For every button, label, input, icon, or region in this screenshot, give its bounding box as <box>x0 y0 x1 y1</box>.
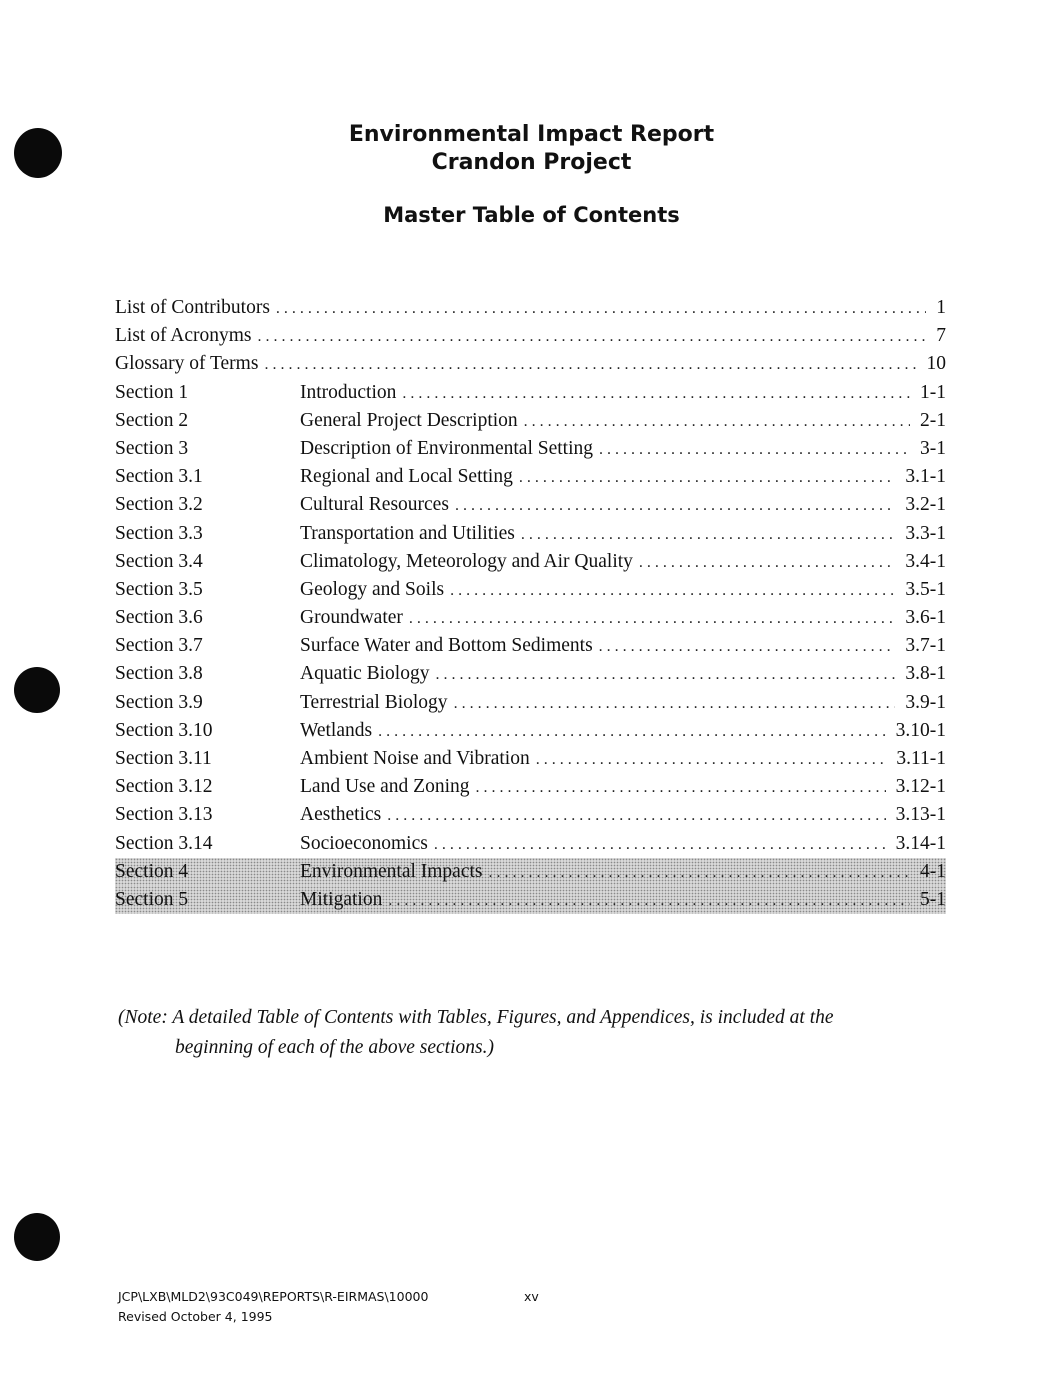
toc-entry-page: 3.6-1 <box>905 607 946 629</box>
toc-section-number: Section 3.2 <box>115 494 203 516</box>
toc-row-section[interactable] <box>115 548 946 576</box>
toc-entry <box>300 773 946 802</box>
toc-row-section[interactable] <box>115 632 946 660</box>
toc-section-number: Section 1 <box>115 381 189 403</box>
toc-entry-page: 1-1 <box>920 381 946 403</box>
toc-leader-dots <box>435 661 895 689</box>
toc-entry-title: Introduction <box>300 381 397 403</box>
page-number: xv <box>524 1289 539 1304</box>
toc-entry-title: Environmental Impacts <box>300 860 483 882</box>
toc-entry-page: 3.1-1 <box>905 466 946 488</box>
toc-section-number: Section 5 <box>115 888 189 910</box>
toc-entry-page: 7 <box>936 325 946 347</box>
toc-row-section[interactable] <box>115 689 946 717</box>
toc-entry-title: General Project Description <box>300 409 518 431</box>
toc-entry-page: 3.4-1 <box>905 550 946 572</box>
toc-entry-page: 3.2-1 <box>905 494 946 516</box>
toc-entry-page: 3.10-1 <box>895 719 946 741</box>
toc-entry <box>300 858 946 887</box>
report-title: Environmental Impact Report <box>348 122 715 147</box>
toc-section-number: Section 3.14 <box>115 832 213 854</box>
toc-leader-dots <box>402 380 910 408</box>
toc-section-number: Section 3.6 <box>115 607 203 629</box>
table-of-contents <box>115 294 946 914</box>
toc-entry <box>300 660 946 689</box>
toc-section-number: Section 3.12 <box>115 776 213 798</box>
toc-entry-title: Geology and Soils <box>300 578 445 600</box>
toc-entry <box>300 830 946 859</box>
toc-entry-page: 3.5-1 <box>905 578 946 600</box>
toc-row-section[interactable] <box>115 830 946 858</box>
toc-entry-title: Regional and Local Setting <box>300 466 513 488</box>
toc-row-section[interactable] <box>115 435 946 463</box>
note <box>118 1003 938 1063</box>
toc-section-number: Section 3.4 <box>115 550 203 572</box>
toc-entry <box>115 350 946 379</box>
toc-section-number: Section 3.5 <box>115 578 203 600</box>
toc-leader-dots <box>264 351 916 379</box>
toc-row-section[interactable] <box>115 604 946 632</box>
toc-leader-dots <box>378 718 886 746</box>
toc-leader-dots <box>489 859 911 887</box>
toc-entry-title: Glossary of Terms <box>115 353 259 375</box>
toc-entry <box>300 576 946 605</box>
toc-entry-page: 3.13-1 <box>895 804 946 826</box>
toc-section-number: Section 3.1 <box>115 466 203 488</box>
toc-entry-page: 3.11-1 <box>896 748 946 769</box>
toc-row-section[interactable] <box>115 520 946 548</box>
toc-leader-dots <box>519 464 896 492</box>
toc-leader-dots <box>524 408 910 436</box>
toc-leader-dots <box>455 492 895 520</box>
toc-entry-page: 2-1 <box>920 409 946 431</box>
toc-section-number: Section 2 <box>115 409 189 431</box>
toc-row-section[interactable] <box>115 491 946 519</box>
toc-entry-page: 5-1 <box>920 888 946 910</box>
toc-row-section[interactable] <box>115 858 946 886</box>
toc-section-number: Section 3.9 <box>115 691 203 713</box>
toc-row-front-matter[interactable] <box>115 350 946 378</box>
toc-entry-title: Ambient Noise and Vibration <box>300 748 530 769</box>
toc-entry <box>300 407 946 436</box>
toc-entry-title: Land Use and Zoning <box>300 776 470 798</box>
toc-row-section[interactable] <box>115 660 946 688</box>
toc-entry-title: Cultural Resources <box>300 494 449 516</box>
toc-entry <box>300 632 946 661</box>
punch-hole-middle <box>14 667 60 713</box>
toc-entry-title: Climatology, Meteorology and Air Quality <box>300 550 633 572</box>
toc-row-front-matter[interactable] <box>115 294 946 322</box>
toc-row-section[interactable] <box>115 407 946 435</box>
toc-entry-title: Aquatic Biology <box>300 663 430 685</box>
toc-leader-dots <box>276 295 926 323</box>
toc-leader-dots <box>434 831 886 859</box>
toc-entry-page: 3.8-1 <box>905 663 946 685</box>
toc-entry-page: 1 <box>936 297 946 318</box>
punch-hole-bottom <box>14 1213 60 1261</box>
toc-entry <box>300 379 946 408</box>
toc-entry-page: 3.14-1 <box>895 832 946 854</box>
toc-entry-page: 3.7-1 <box>905 635 946 657</box>
toc-entry <box>300 520 946 549</box>
toc-entry-page: 3.3-1 <box>905 522 946 544</box>
toc-entry-title: Terrestrial Biology <box>300 691 448 713</box>
toc-entry-title: Wetlands <box>300 719 373 741</box>
toc-entry <box>115 322 946 351</box>
toc-entry-title: Surface Water and Bottom Sediments <box>300 635 593 657</box>
footer-file-path: JCP\LXB\MLD2\93C049\REPORTS\R-EIRMAS\10000 <box>118 1289 429 1304</box>
toc-row-section[interactable] <box>115 717 946 745</box>
toc-leader-dots <box>450 577 895 605</box>
toc-entry-title: Aesthetics <box>300 804 382 826</box>
toc-section-number: Section 3.8 <box>115 663 203 685</box>
toc-row-section[interactable] <box>115 576 946 604</box>
project-name: Crandon Project <box>431 150 632 175</box>
toc-leader-dots <box>258 323 927 351</box>
toc-entry-title: Description of Environmental Setting <box>300 437 593 459</box>
toc-entry <box>300 491 946 520</box>
toc-leader-dots <box>599 436 910 464</box>
toc-entry-title: Mitigation <box>300 888 383 910</box>
toc-entry <box>300 886 946 915</box>
toc-entry <box>300 689 946 718</box>
toc-row-section[interactable] <box>115 886 946 914</box>
toc-entry-title: Transportation and Utilities <box>300 522 515 544</box>
toc-leader-dots <box>387 802 885 830</box>
toc-entry-page: 3.12-1 <box>895 776 946 798</box>
toc-entry-page: 4-1 <box>920 860 946 882</box>
toc-entry <box>115 294 946 323</box>
toc-row-section[interactable] <box>115 379 946 407</box>
toc-leader-dots <box>476 774 886 802</box>
toc-entry-title: List of Acronyms <box>115 325 252 347</box>
toc-entry-page: 10 <box>926 353 946 375</box>
toc-row-section[interactable] <box>115 773 946 801</box>
toc-section-number: Section 3.7 <box>115 635 203 657</box>
toc-row-front-matter[interactable] <box>115 322 946 350</box>
toc-entry-page: 3-1 <box>920 437 946 459</box>
toc-entry <box>300 463 946 492</box>
toc-leader-dots <box>639 549 895 577</box>
toc-section-number: Section 4 <box>115 860 189 882</box>
toc-leader-dots <box>409 605 895 633</box>
toc-section-number: Section 3.11 <box>115 748 212 769</box>
toc-entry <box>300 548 946 577</box>
footer-revised-date: Revised October 4, 1995 <box>118 1309 273 1324</box>
toc-entry-page: 3.9-1 <box>905 691 946 713</box>
toc-heading: Master Table of Contents <box>383 203 680 227</box>
note-line-1: (Note: A detailed Table of Contents with Tables, Figures, and Appendices, is included at the <box>118 1007 834 1028</box>
toc-row-section[interactable] <box>115 801 946 829</box>
toc-leader-dots <box>536 746 887 774</box>
toc-entry <box>300 745 946 774</box>
toc-entry-title: List of Contributors <box>115 297 270 318</box>
toc-section-number: Section 3.3 <box>115 522 203 544</box>
toc-entry <box>300 801 946 830</box>
toc-entry <box>300 604 946 633</box>
toc-entry-title: Groundwater <box>300 607 403 629</box>
toc-row-section[interactable] <box>115 745 946 773</box>
note-line-2: beginning of each of the above sections.) <box>175 1037 494 1058</box>
toc-section-number: Section 3.10 <box>115 719 213 741</box>
toc-entry <box>300 435 946 464</box>
toc-leader-dots <box>388 887 910 915</box>
toc-entry <box>300 717 946 746</box>
toc-entry-title: Socioeconomics <box>300 832 428 854</box>
toc-leader-dots <box>454 690 896 718</box>
toc-leader-dots <box>599 633 896 661</box>
toc-section-number: Section 3 <box>115 437 189 459</box>
toc-row-section[interactable] <box>115 463 946 491</box>
toc-leader-dots <box>521 521 896 549</box>
toc-section-number: Section 3.13 <box>115 804 213 826</box>
